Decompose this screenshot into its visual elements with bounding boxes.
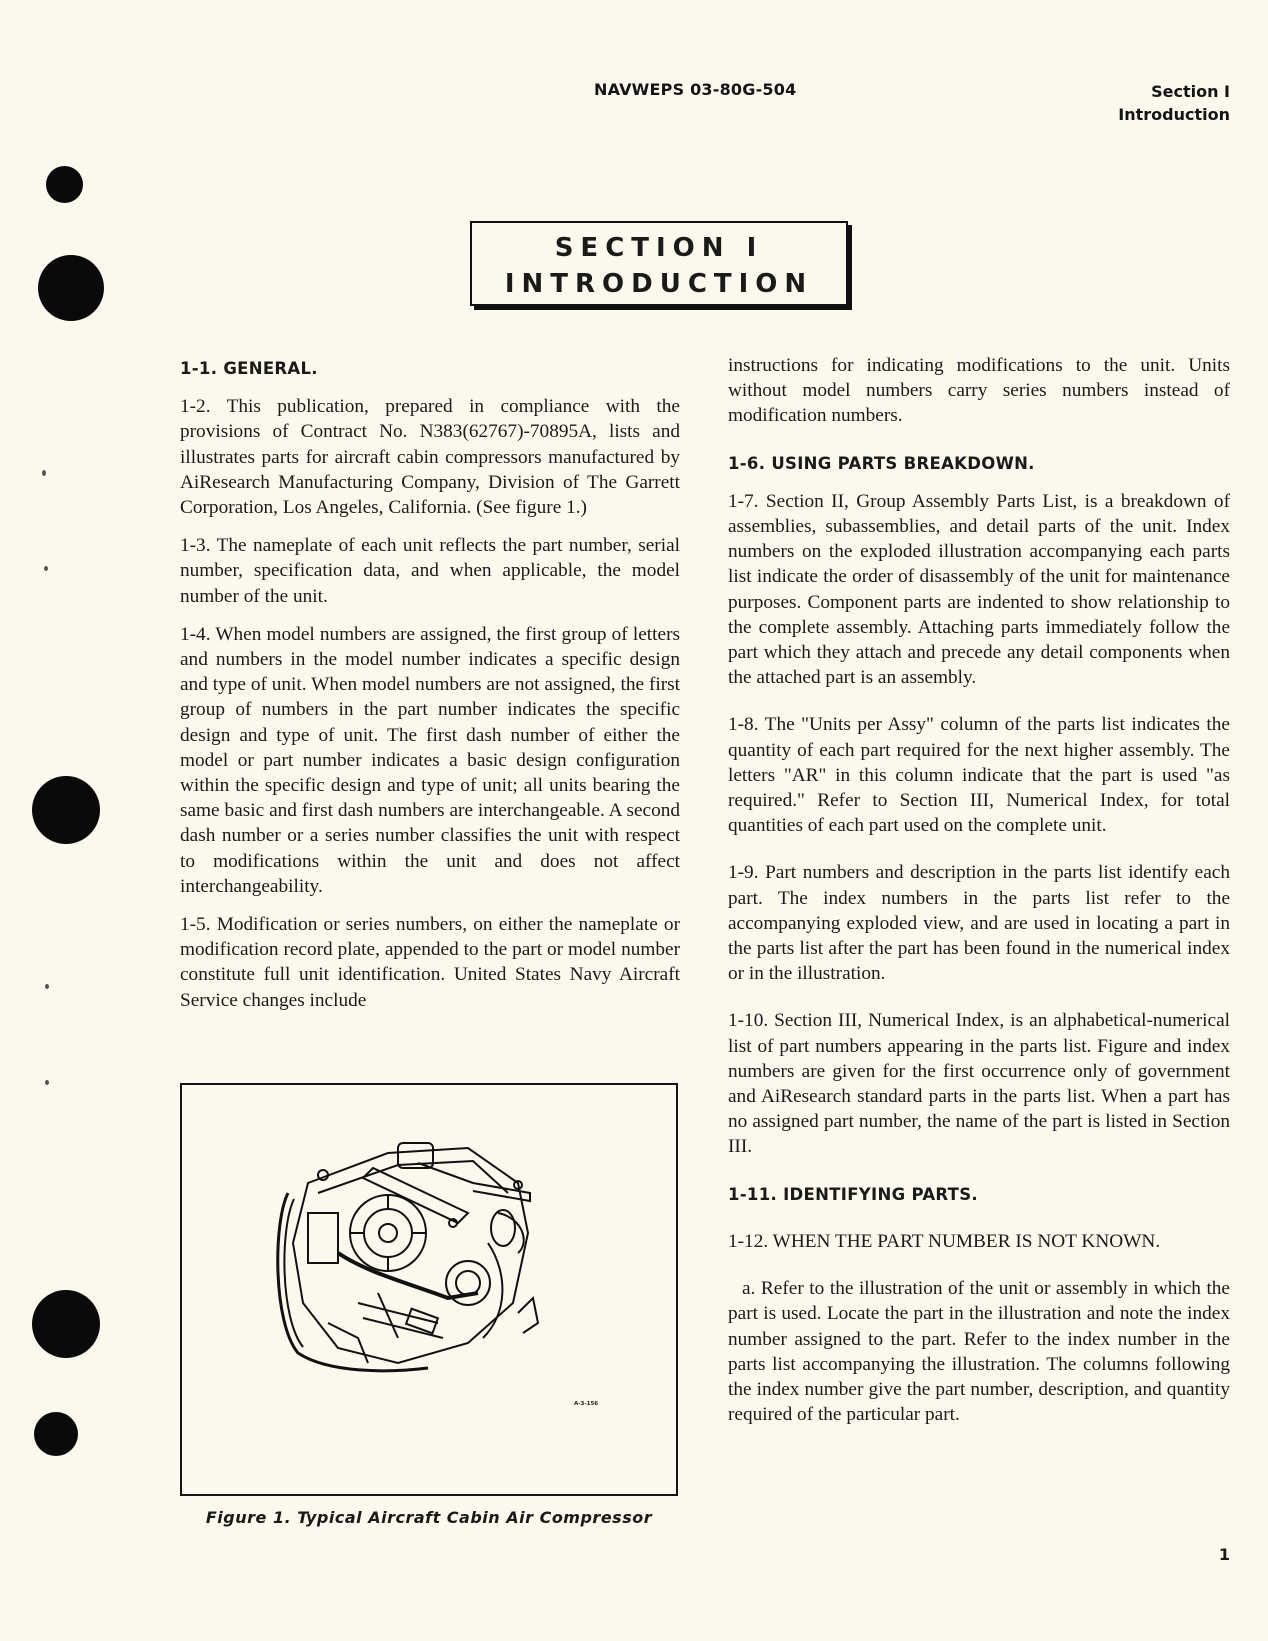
heading-using-parts-breakdown: 1-6. USING PARTS BREAKDOWN. [728,453,1035,473]
binder-hole-upper [38,255,104,321]
air-compressor-illustration [268,1123,558,1383]
paragraph-1-7: 1-7. Section II, Group Assembly Parts List, is a breakdown of assemblies, subassemblies, and detail parts of the unit. Index numbers on the exploded illustration accompanying each parts list indicate the order of disassembly of the unit for maintenance purposes. Component parts are indented to show relationship to the complete assembly. Attaching parts immediately follow the part which they attach and precede any detail components when the attached part is an assembly. [728,490,1230,689]
binder-hole-bottom [34,1412,78,1456]
figure-caption: Figure 1. Typical Aircraft Cabin Air Compressor [205,1508,653,1527]
binder-hole-lower [32,1290,100,1358]
subheading-part-number-not-known: 1-12. WHEN THE PART NUMBER IS NOT KNOWN. [728,1230,1161,1252]
document-number: NAVWEPS 03-80G-504 [594,80,797,99]
figure-1-frame [180,1083,678,1496]
binder-hole-middle [32,776,100,844]
heading-general: 1-1. GENERAL. [180,359,318,378]
binder-hole-top [46,166,83,203]
paragraph-1-5-continued: instructions for indicating modifications to the unit. Units without model numbers carry series numbers instead of modification numbers. [728,355,1230,427]
section-title-box [470,221,848,306]
right-column [728,353,1230,1427]
paragraph-1-3: 1-3. The nameplate of each unit reflects the part number, serial number, specification data, and when applicable, the model number of the unit. [180,535,680,607]
section-title-line1: SECTION I [554,233,764,263]
figure-code: A-3-156 [574,1401,599,1407]
left-column [180,356,680,1013]
section-name: Introduction [1118,105,1230,124]
paragraph-1-4: 1-4. When model numbers are assigned, the first group of letters and numbers in the model number indicates a specific design and type of unit. When model numbers are not assigned, the first group of numbers in the part number indicates the specific design and type of unit. The first dash number of either the model or part number indicates a basic design configuration within the specific design and type of unit; all units bearing the same basic and first dash numbers are interchangeable. A second dash number or a series number classifies the unit with respect to modifications within the unit and does not affect interchangeability. [180,623,680,897]
paragraph-1-9: 1-9. Part numbers and description in the parts list identify each part. The index numbers in the parts list refer to the accompanying exploded view, and are used in locating a part in the parts list after the part has been found in the numerical index or in the illustration. [728,862,1230,985]
running-header [1118,80,1230,126]
margin-mark [45,1080,49,1085]
paragraph-1-5: 1-5. Modification or series numbers, on either the nameplate or modification record plate, appended to the part or model number constitute full unit identification. United States Navy Aircraft Service changes include [180,914,680,1011]
margin-mark [45,984,49,989]
section-title-line2: INTRODUCTION [504,269,814,299]
margin-mark [42,470,46,476]
paragraph-1-2: 1-2. This publication, prepared in compliance with the provisions of Contract No. N383(62767)-70895A, lists and illustrates parts for aircraft cabin compressors manufactured by AiResearch Manufacturing Company, Division of The Garrett Corporation, Los Angeles, California. (See figure 1.) [180,396,680,519]
paragraph-1-10: 1-10. Section III, Numerical Index, is an alphabetical-numerical list of part numbers appearing in the parts list. Figure and index numbers are given for the first occurrence only of government and AiResearch standard parts in the parts list. When a part has no assigned part number, the name of the part is listed in Section III. [728,1010,1230,1158]
paragraph-a: a. Refer to the illustration of the unit or assembly in which the part is used. Locate the part in the illustration and note the index number assigned to the part. Refer to the index number in the parts list accompanying the illustration. The columns following the index number give the part number, description, and quantity required of the particular part. [728,1278,1230,1426]
page-number: 1 [1218,1545,1230,1564]
margin-mark [44,566,48,571]
paragraph-1-8: 1-8. The "Units per Assy" column of the parts list indicates the quantity of each part required for the next higher assembly. The letters "AR" in this column indicate that the part is used "as required." Refer to Section III, Numerical Index, for total quantities of each part used on the complete unit. [728,714,1230,837]
section-label: Section I [1151,82,1230,101]
heading-identifying-parts: 1-11. IDENTIFYING PARTS. [728,1184,978,1204]
